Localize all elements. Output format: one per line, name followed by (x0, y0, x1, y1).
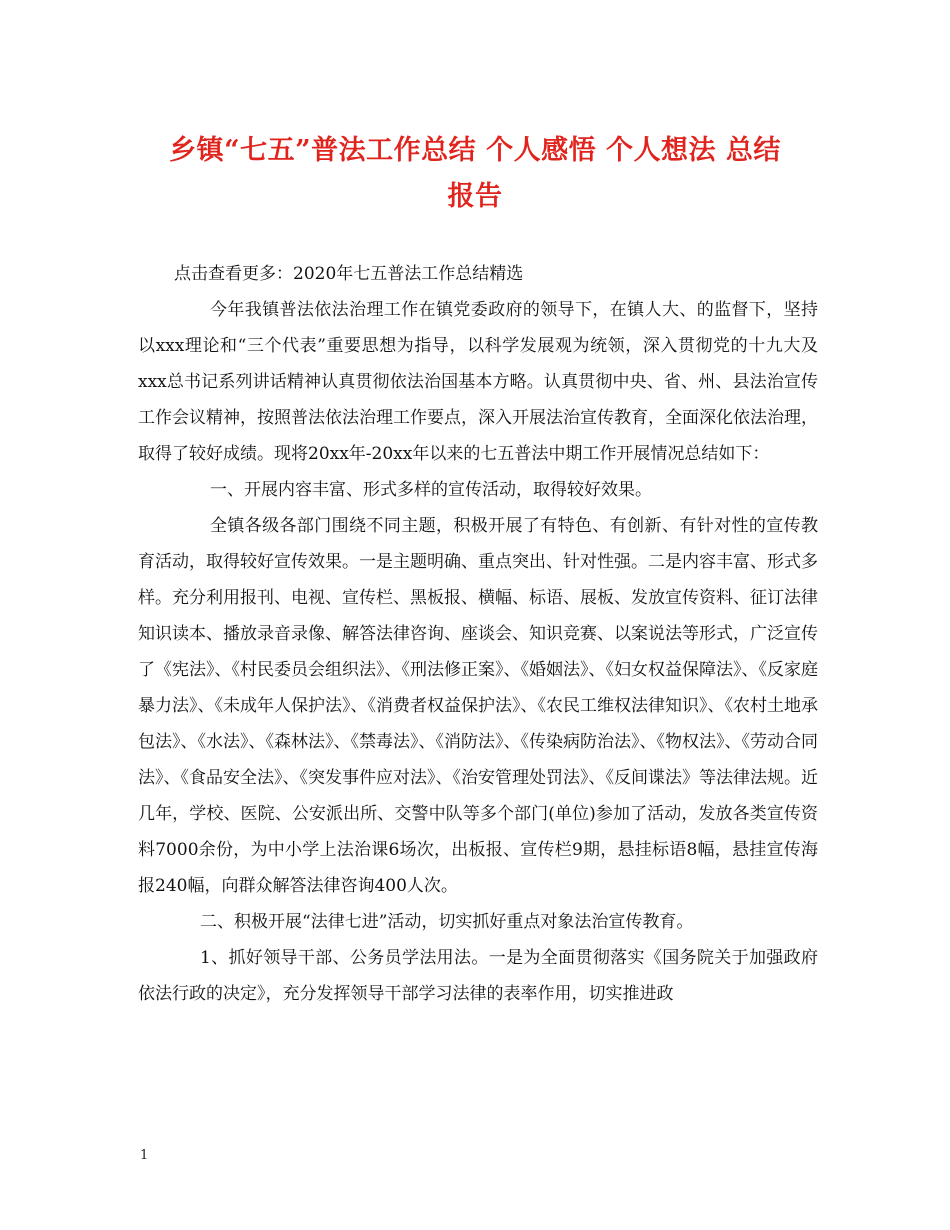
section-heading-1: 一、开展内容丰富、形式多样的宣传活动，取得较好效果。 (210, 480, 652, 500)
document-title (120, 128, 830, 220)
title-line-1: 乡镇“七五”普法工作总结 个人感悟 个人想法 总结 (169, 135, 781, 166)
paragraph-cadres: 1、抓好领导干部、公务员学法用法。一是为全面贯彻落实《国务院关于加强政府依法行政的决定》，充分发挥领导干部学习法律的表率作用，切实推进政 (138, 948, 818, 1004)
page-number: 1 (140, 1148, 149, 1163)
section-heading-2: 二、积极开展“法律七进”活动，切实抓好重点对象法治宣传教育。 (200, 912, 694, 932)
title-line-2: 报告 (447, 181, 503, 212)
paragraph-intro: 今年我镇普法依法治理工作在镇党委政府的领导下，在镇人大、的监督下，坚持以xxx理论和“三个代表”重要思想为指导，以科学发展观为统领，深入贯彻党的十九大及xxx总书记系列讲话精神认真贯彻依法治国基本方略。认真贯彻中央、省、州、县法治宣传工作会议精神，按照普法依法治理工作要点，深入开展法治宣传教育，全面深化依法治理，取得了较好成绩。现将20xx年-20xx年以来的七五普法中期工作开展情况总结如下： (138, 300, 818, 464)
paragraph-propaganda: 全镇各级各部门围绕不同主题，积极开展了有特色、有创新、有针对性的宣传教育活动，取得较好宣传效果。一是主题明确、重点突出、针对性强。二是内容丰富、形式多样。充分利用报刊、电视、宣传栏、黑板报、横幅、标语、展板、发放宣传资料、征订法律知识读本、播放录音录像、解答法律咨询、座谈会、知识竞赛、以案说法等形式，广泛宣传了《宪法》、《村民委员会组织法》、《刑法修正案》、《婚姻法》、《妇女权益保障法》、《反家庭暴力法》、《未成年人保护法》、《消费者权益保护法》、《农民工维权法律知识》、《农村土地承包法》、《水法》、《森林法》、《禁毒法》、《消防法》、《传染病防治法》、《物权法》、《劳动合同法》、《食品安全法》、《突发事件应对法》、《治安管理处罚法》、《反间谍法》等法律法规。近几年，学校、医院、公安派出所、交警中队等多个部门(单位)参加了活动，发放各类宣传资料7000余份，为中小学上法治课6场次，出板报、宣传栏9期，悬挂标语8幅，悬挂宣传海报240幅，向群众解答法律咨询400人次。 (138, 516, 818, 896)
document-body (138, 256, 818, 1012)
see-more-line: 点击查看更多：2020年七五普法工作总结精选 (174, 264, 524, 284)
